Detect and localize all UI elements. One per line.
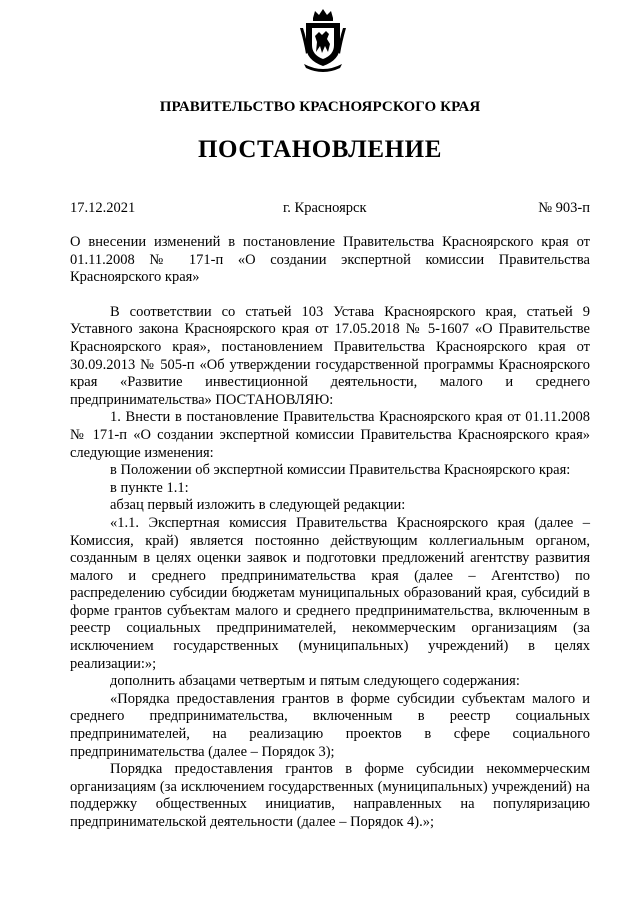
paragraph-quote-1-1: «1.1. Экспертная комиссия Правительства Красноярского края (далее – Комиссия, край) является постоянно действующим коллегиальным органом, созданным в целях оценки заявок и подготовки предложений агентству развития малого и среднего предпринимательства края (далее – Агентство) по распределению субсидии бюджетам муниципальных образований края, субсидий в форме грантов субъектам малого и среднего предпринимательства, включенным в реестр социальных предпринимателей, некоммерческим организациям (за исключением государственных (муниципальных) учреждений) в целях реализации:»; <box>70 514 590 672</box>
document-type: ПОСТАНОВЛЕНИЕ <box>197 136 443 163</box>
paragraph-first-abzac: абзац первый изложить в следующей редакции: <box>110 497 406 514</box>
paragraph-order-3: «Порядка предоставления грантов в форме субсидии субъектам малого и среднего предпринимательства, включенным в реестр социальных предпринимателей, на реализацию проектов в сфере социального предпринимательства (далее – Порядок 3); <box>70 690 590 760</box>
paragraph-order-4: Порядка предоставления грантов в форме субсидии некоммерческим организациям (за исключением государственных (муниципальных) учреждений) на поддержку общественных инициатив, направленных на популяризацию предпринимательской деятельности (далее – Порядок 4).»; <box>70 761 590 830</box>
document-text <box>70 234 590 832</box>
paragraph-point-1-1: в пункте 1.1: <box>110 479 189 496</box>
paragraph-item-1: 1. Внести в постановление Правительства Красноярского края от 01.11.2008 № 171-п «О создании экспертной комиссии Правительства Красноярского края» следующие изменения: <box>70 409 590 461</box>
document-number: № 903-п <box>538 200 590 216</box>
document-date: 17.12.2021 <box>70 200 136 216</box>
paragraph-preamble: В соответствии со статьей 103 Устава Красноярского края, статьей 9 Уставного закона Красноярского края от 17.05.2018 № 5-1607 «О Правительстве Красноярского края», постановлением Правительства Красноярского края от 30.09.2013 № 505-п «Об утверждении государственной программы Красноярского края «Развитие инвестиционной деятельности, малого и среднего предпринимательства» ПОСТАНОВЛЯЮ: <box>70 303 590 408</box>
document-meta <box>70 200 590 222</box>
paragraph-add-abzacs: дополнить абзацами четвертым и пятым следующего содержания: <box>110 673 520 690</box>
krasnoyarsk-coat-of-arms-icon <box>298 8 348 72</box>
paragraph-regulation: в Положении об экспертной комиссии Правительства Красноярского края: <box>110 462 571 479</box>
document-title: О внесении изменений в постановление Правительства Красноярского края от 01.11.2008 № 171-п «О создании экспертной комиссии Правительства Красноярского края» <box>70 234 590 286</box>
organization-name: ПРАВИТЕЛЬСТВО КРАСНОЯРСКОГО КРАЯ <box>159 99 481 115</box>
document-city: г. Красноярск <box>283 200 367 216</box>
